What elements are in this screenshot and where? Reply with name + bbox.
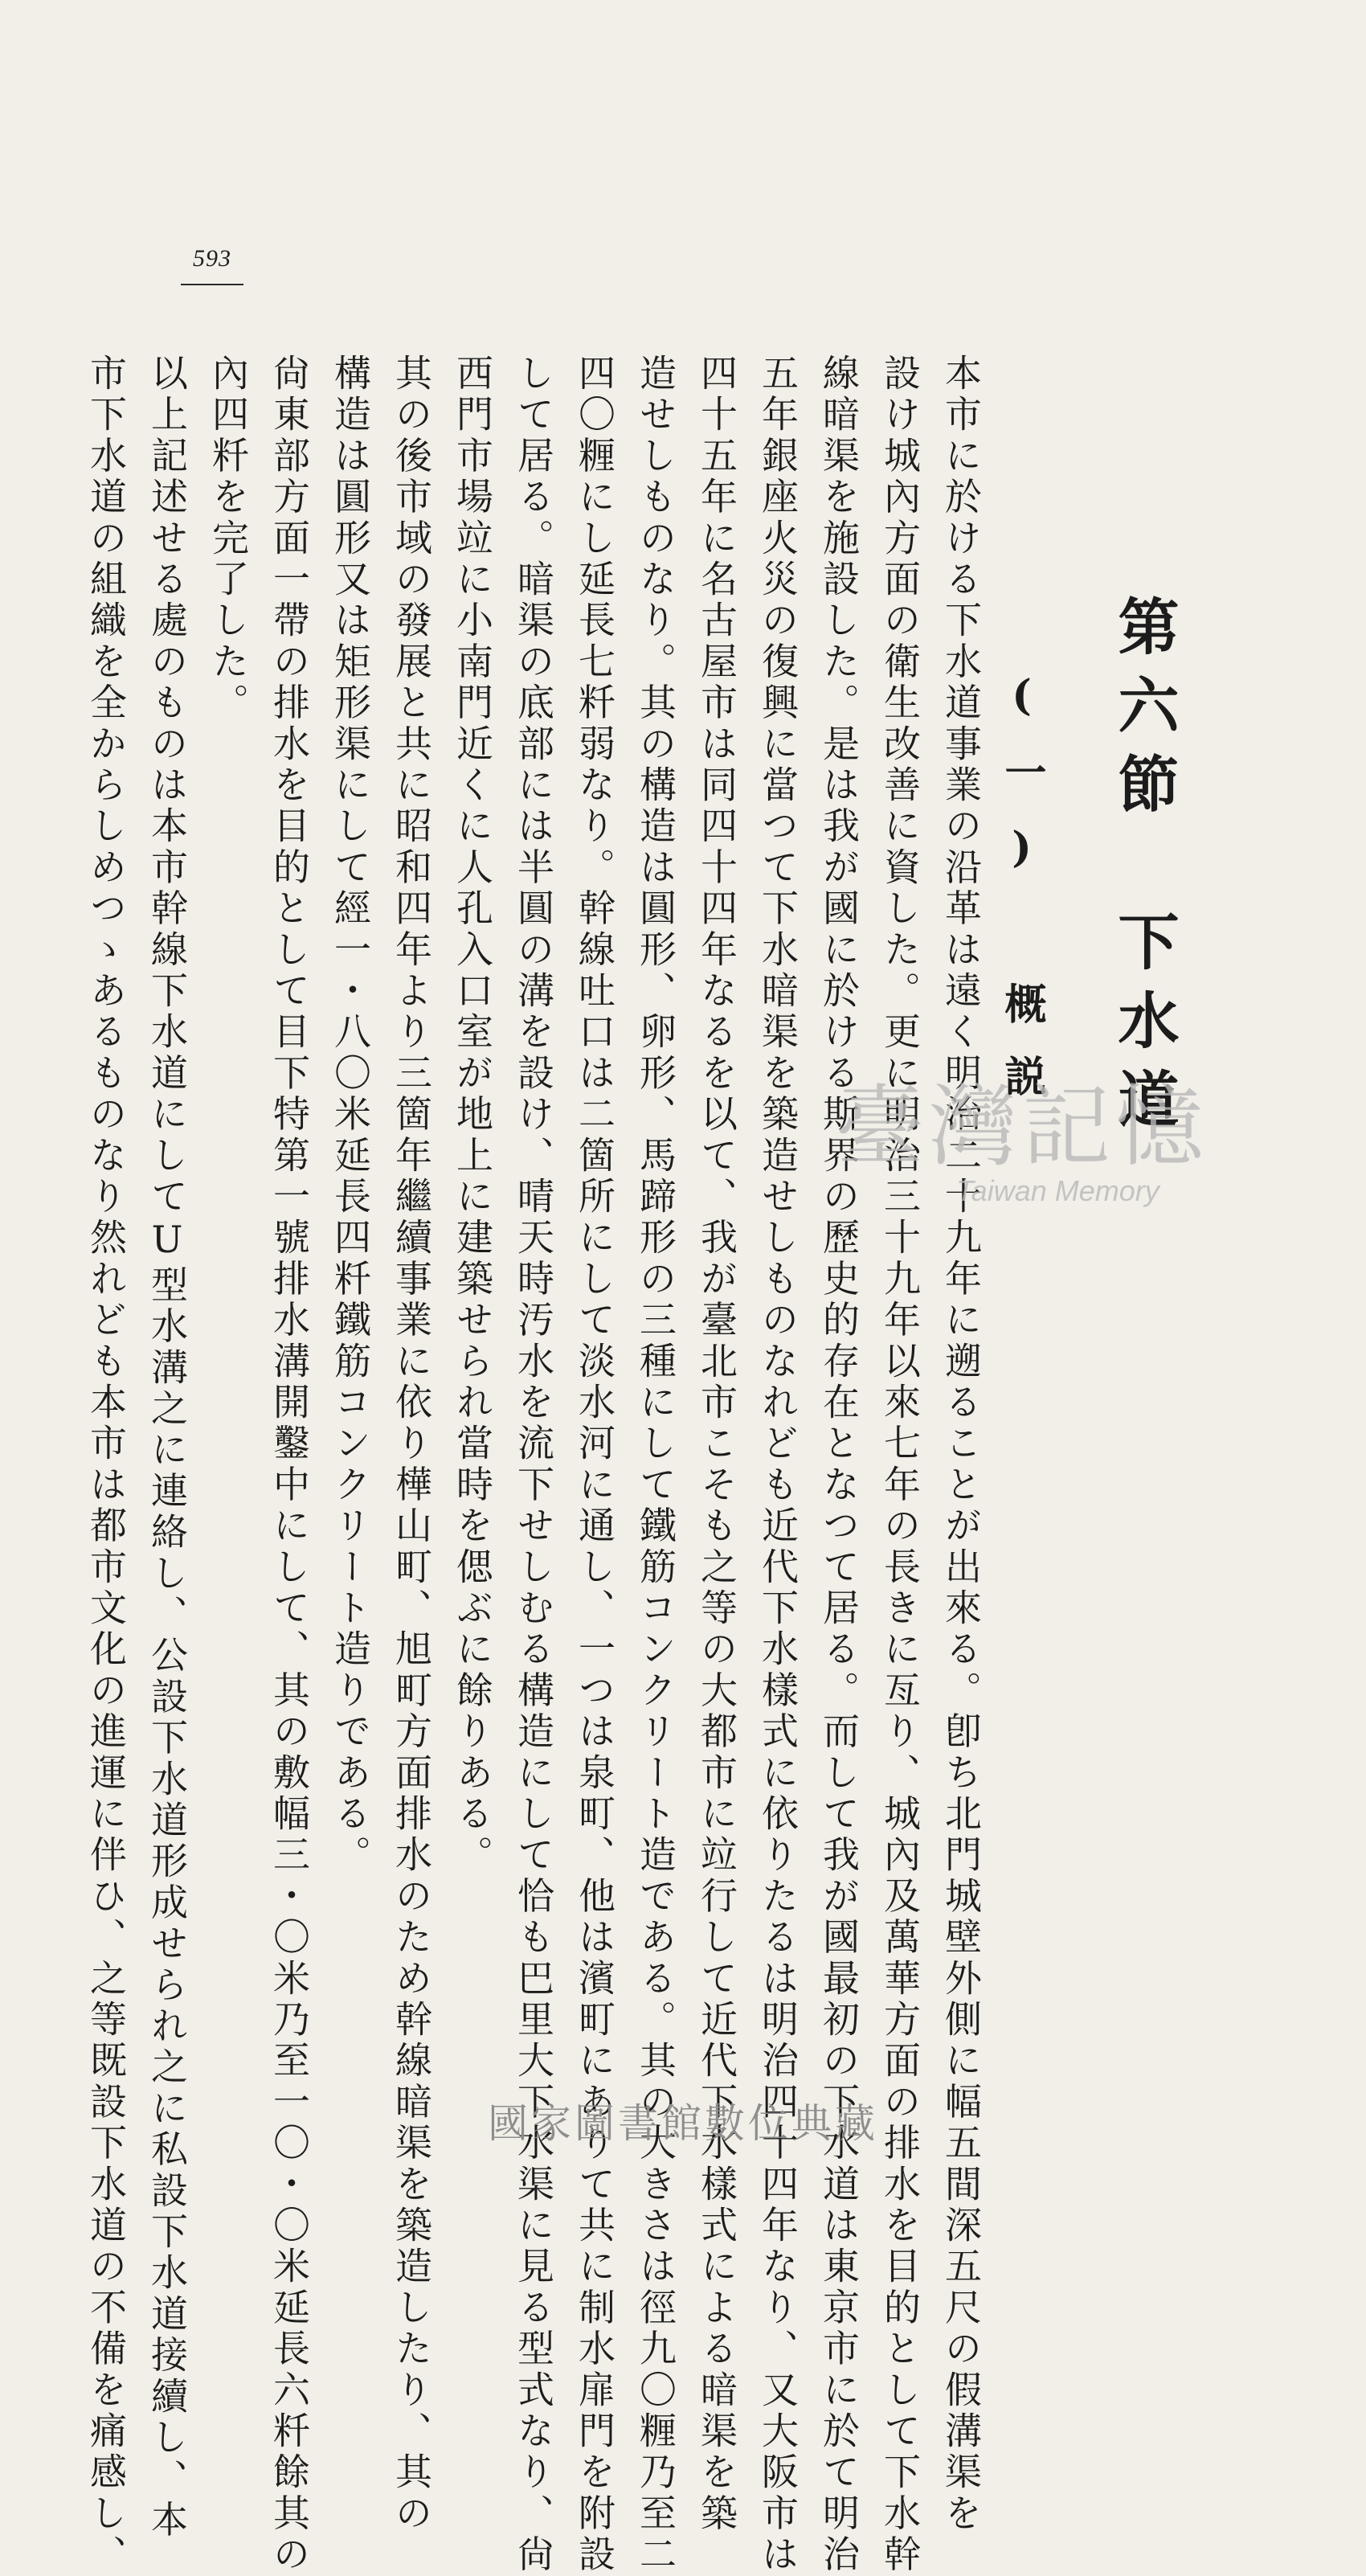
page-number: 593 (193, 245, 231, 272)
watermark-subtext: Taiwan Memory (956, 1173, 1159, 1207)
body-line: 其の後市域の發展と共に昭和四年より三箇年繼續事業に依り樺山町、旭町方面排水のため幹線暗渠を築造したり、其の (390, 354, 433, 2535)
body-line: 以上記述せる處のものは本市幹線下水道にしてU型水溝之に連絡し、公設下水道形成せられ之に私設下水道接續し、本 (145, 354, 189, 2541)
body-line: して居る。暗渠の底部には半圓の溝を設け、晴天時汚水を流下せしむる構造にして恰も巴里大下水渠に見る型式なり、尙 (512, 354, 555, 2576)
body-line: 造せしものなり。其の構造は圓形、卵形、馬蹄形の三種にして鐵筋コンクリート造である。其の大きさは徑九〇糎乃至二 (634, 354, 677, 2576)
body-line: 五年銀座火災の復興に當つて下水暗渠を築造せしものなれども近代下水樣式に依りたるは明治四十四年なり、又大阪市は (756, 354, 800, 2576)
watermark-text: 臺灣記憶 (836, 1075, 1209, 1178)
body-line: 本市に於ける下水道事業の沿革は遠く明治二十九年に遡ることが出來る。卽ち北門城壁外側に幅五間深五尺の假溝渠を (939, 354, 983, 2535)
body-line: 構造は圓形又は矩形渠にして經一・八〇米延長四粁鐵筋コンクリート造りである。 (329, 354, 372, 1877)
body-line: 內四粁を完了した。 (207, 354, 250, 724)
body-line: 四〇糎にし延長七粁弱なり。幹線吐口は二箇所にして淡水河に通し、一つは泉町、他は濱町にありて共に制水扉門を附設 (573, 354, 616, 2576)
body-line: 設け城內方面の衛生改善に資した。更に明治三十九年以來七年の長きに亙り、城內及萬華方面の排水を目的として下水幹 (878, 354, 922, 2576)
section-title: 第六節 下水道 (1108, 595, 1180, 1146)
subsection-title: (一) 概説 (997, 671, 1046, 1127)
body-line: 西門市場竝に小南門近くに人孔入口室が地上に建築せられ當時を偲ぶに餘りある。 (451, 354, 494, 1877)
page-number-rule (181, 284, 243, 285)
footer-credit: 國家圖書館數位典藏 (488, 2100, 878, 2147)
body-line: 線暗渠を施設した。是は我が國に於ける斯界の歷史的存在となつて居る。而して我が國最初の下水道は東京市に於て明治 (817, 354, 861, 2576)
body-line: 市下水道の組織を全からしめつゝあるものなり然れども本市は都市文化の進運に伴ひ、之等既設下水道の不備を痛感し、 (84, 354, 128, 2576)
body-line: 尙東部方面一帶の排水を目的として目下特第一號排水溝開鑿中にして、其の敷幅三・〇米乃至一〇・〇米延長六粁餘其の (268, 354, 311, 2576)
body-line: 四十五年に名古屋市は同四十四年なるを以て、我が臺北市こそも之等の大都市に竝行して近代下水樣式による暗渠を築 (695, 354, 738, 2535)
